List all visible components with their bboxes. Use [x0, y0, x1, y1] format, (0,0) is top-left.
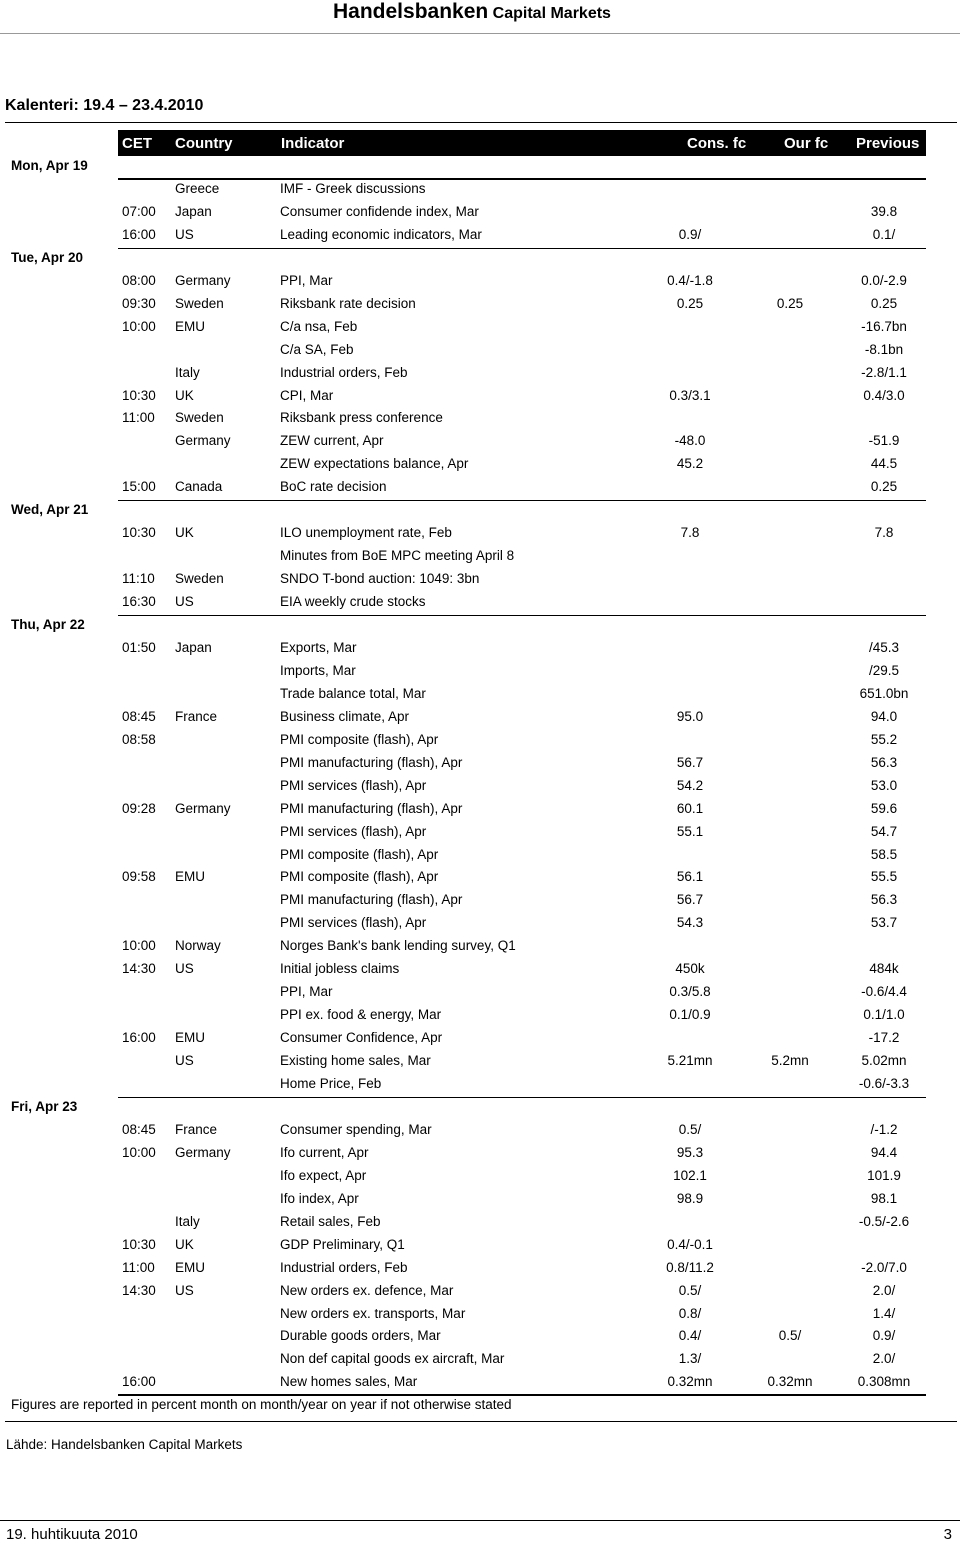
brand-name: Handelsbanken — [333, 0, 489, 23]
previous-cell: 0.25 — [870, 296, 898, 311]
previous-cell: 55.2 — [870, 732, 898, 747]
table-row — [0, 181, 960, 199]
table-row — [0, 1306, 960, 1324]
day-label: Tue, Apr 20 — [11, 250, 84, 265]
cons-fc-cell: 56.7 — [676, 892, 704, 907]
header-our-fc: Our fc — [784, 135, 829, 152]
table-row — [0, 755, 960, 773]
indicator-cell: Retail sales, Feb — [280, 1214, 381, 1229]
indicator-cell: ZEW current, Apr — [280, 433, 384, 448]
indicator-cell: PMI manufacturing (flash), Apr — [280, 801, 463, 816]
previous-cell: 0.0/-2.9 — [861, 273, 907, 288]
time-cell: 15:00 — [122, 479, 156, 494]
indicator-cell: CPI, Mar — [280, 388, 334, 403]
cons-fc-cell: 60.1 — [676, 801, 704, 816]
previous-cell: 7.8 — [874, 525, 894, 540]
time-cell: 10:30 — [122, 525, 156, 540]
table-row — [0, 365, 960, 383]
previous-cell: -0.6/-3.3 — [858, 1076, 910, 1091]
cons-fc-cell: 0.5/ — [678, 1283, 702, 1298]
indicator-cell: Riksbank press conference — [280, 410, 443, 425]
previous-cell: 1.4/ — [872, 1306, 896, 1321]
time-cell: 08:45 — [122, 709, 156, 724]
time-cell: 10:00 — [122, 319, 156, 334]
indicator-cell: ILO unemployment rate, Feb — [280, 525, 452, 540]
table-row — [0, 709, 960, 727]
time-cell: 11:00 — [122, 410, 155, 425]
cons-fc-cell: 102.1 — [673, 1168, 707, 1183]
country-cell: Norway — [175, 938, 221, 953]
country-cell: EMU — [175, 1260, 205, 1275]
cons-fc-cell: 0.1/0.9 — [669, 1007, 711, 1022]
our-fc-cell: 0.5/ — [778, 1328, 802, 1343]
country-cell: Italy — [175, 1214, 200, 1229]
time-cell: 10:00 — [122, 938, 156, 953]
day-label: Wed, Apr 21 — [11, 502, 89, 517]
cons-fc-cell: 0.32mn — [667, 1374, 713, 1389]
cons-fc-cell: 5.21mn — [667, 1053, 713, 1068]
table-row — [0, 640, 960, 658]
table-row — [0, 296, 960, 314]
previous-cell: 98.1 — [870, 1191, 898, 1206]
time-cell: 11:10 — [122, 571, 155, 586]
time-cell: 10:00 — [122, 1145, 156, 1160]
indicator-cell: BoC rate decision — [280, 479, 387, 494]
indicator-cell: Existing home sales, Mar — [280, 1053, 431, 1068]
table-row — [0, 456, 960, 474]
indicator-cell: Ifo current, Apr — [280, 1145, 369, 1160]
time-cell: 10:30 — [122, 1237, 156, 1252]
table-row — [0, 1283, 960, 1301]
previous-cell: 53.0 — [870, 778, 898, 793]
indicator-cell: PPI, Mar — [280, 273, 333, 288]
indicator-cell: Home Price, Feb — [280, 1076, 382, 1091]
country-cell: Sweden — [175, 410, 224, 425]
page-number: 3 — [943, 1526, 952, 1543]
indicator-cell: Durable goods orders, Mar — [280, 1328, 441, 1343]
table-row — [0, 961, 960, 979]
indicator-cell: Norges Bank's bank lending survey, Q1 — [280, 938, 516, 953]
header-previous: Previous — [856, 135, 920, 152]
previous-cell: 101.9 — [867, 1168, 901, 1183]
table-row — [0, 801, 960, 819]
indicator-cell: PMI manufacturing (flash), Apr — [280, 755, 463, 770]
calendar-title: Kalenteri: 19.4 – 23.4.2010 — [5, 97, 204, 114]
source-note: Lähde: Handelsbanken Capital Markets — [6, 1437, 243, 1452]
table-row — [0, 1145, 960, 1163]
indicator-cell: New orders ex. defence, Mar — [280, 1283, 454, 1298]
day-row — [0, 617, 960, 635]
brand-logo — [333, 0, 611, 26]
previous-cell: 2.0/ — [872, 1283, 896, 1298]
table-row — [0, 1030, 960, 1048]
previous-cell: -0.5/-2.6 — [858, 1214, 910, 1229]
country-cell: EMU — [175, 1030, 205, 1045]
previous-cell: -16.7bn — [861, 319, 907, 334]
day-row — [0, 502, 960, 520]
previous-cell: 94.0 — [870, 709, 898, 724]
indicator-cell: Ifo expect, Apr — [280, 1168, 367, 1183]
day-label: Thu, Apr 22 — [11, 617, 85, 632]
table-row — [0, 571, 960, 589]
footer-date: 19. huhtikuuta 2010 — [6, 1526, 138, 1543]
table-row — [0, 1328, 960, 1346]
indicator-cell: PMI composite (flash), Apr — [280, 732, 439, 747]
title-divider — [5, 122, 957, 123]
previous-cell: 55.5 — [870, 869, 898, 884]
table-row — [0, 778, 960, 796]
day-row — [0, 250, 960, 268]
previous-cell: 39.8 — [870, 204, 898, 219]
header-cons-fc: Cons. fc — [687, 135, 747, 152]
previous-cell: 54.7 — [870, 824, 898, 839]
previous-cell: -8.1bn — [864, 342, 904, 357]
table-row — [0, 1351, 960, 1369]
previous-cell: -17.2 — [868, 1030, 900, 1045]
day-separator — [118, 248, 926, 249]
table-row — [0, 204, 960, 222]
table-row — [0, 892, 960, 910]
cons-fc-cell: 0.4/-0.1 — [667, 1237, 713, 1252]
table-row — [0, 433, 960, 451]
previous-cell: 58.5 — [870, 847, 898, 862]
cons-fc-cell: 0.25 — [676, 296, 704, 311]
country-cell: US — [175, 1283, 194, 1298]
cons-fc-cell: 56.7 — [676, 755, 704, 770]
cons-fc-cell: 0.8/ — [678, 1306, 702, 1321]
time-cell: 16:00 — [122, 1374, 156, 1389]
header-country: Country — [175, 135, 233, 152]
country-cell: EMU — [175, 869, 205, 884]
indicator-cell: Industrial orders, Feb — [280, 1260, 408, 1275]
previous-cell: -51.9 — [868, 433, 900, 448]
country-cell: UK — [175, 525, 194, 540]
table-row — [0, 663, 960, 681]
previous-cell: -2.8/1.1 — [861, 365, 907, 380]
header-rule — [118, 178, 926, 180]
table-row — [0, 548, 960, 566]
previous-cell: 5.02mn — [861, 1053, 907, 1068]
indicator-cell: Riksbank rate decision — [280, 296, 416, 311]
cons-fc-cell: 0.4/ — [678, 1328, 702, 1343]
footnote: Figures are reported in percent month on month/year on year if not otherwise stated — [11, 1397, 512, 1412]
table-row — [0, 1053, 960, 1071]
table-row — [0, 938, 960, 956]
cons-fc-cell: 54.2 — [676, 778, 704, 793]
table-row — [0, 1214, 960, 1232]
time-cell: 09:28 — [122, 801, 156, 816]
table-row — [0, 525, 960, 543]
previous-cell: 0.1/1.0 — [863, 1007, 905, 1022]
our-fc-cell: 5.2mn — [771, 1053, 809, 1068]
country-cell: EMU — [175, 319, 205, 334]
time-cell: 14:30 — [122, 961, 156, 976]
previous-cell: 0.308mn — [857, 1374, 911, 1389]
country-cell: Sweden — [175, 571, 224, 586]
indicator-cell: IMF - Greek discussions — [280, 181, 426, 196]
indicator-cell: Imports, Mar — [280, 663, 356, 678]
country-cell: UK — [175, 1237, 194, 1252]
indicator-cell: PMI services (flash), Apr — [280, 778, 427, 793]
table-row — [0, 388, 960, 406]
table-row — [0, 1007, 960, 1025]
country-cell: Japan — [175, 204, 212, 219]
table-row — [0, 1191, 960, 1209]
time-cell: 07:00 — [122, 204, 156, 219]
country-cell: Greece — [175, 181, 220, 196]
table-row — [0, 342, 960, 360]
indicator-cell: SNDO T-bond auction: 1049: 3bn — [280, 571, 480, 586]
cons-fc-cell: 0.9/ — [678, 227, 702, 242]
previous-cell: 94.4 — [870, 1145, 898, 1160]
previous-cell: 0.4/3.0 — [863, 388, 905, 403]
time-cell: 10:30 — [122, 388, 156, 403]
table-row — [0, 410, 960, 428]
country-cell: Canada — [175, 479, 223, 494]
cons-fc-cell: 0.3/5.8 — [669, 984, 711, 999]
previous-cell: /29.5 — [868, 663, 900, 678]
previous-cell: 56.3 — [870, 892, 898, 907]
cons-fc-cell: 450k — [675, 961, 705, 976]
indicator-cell: PPI ex. food & energy, Mar — [280, 1007, 442, 1022]
country-cell: Germany — [175, 1145, 231, 1160]
country-cell: US — [175, 594, 194, 609]
previous-cell: -2.0/7.0 — [861, 1260, 907, 1275]
cons-fc-cell: 55.1 — [676, 824, 704, 839]
table-row — [0, 1122, 960, 1140]
table-row — [0, 1237, 960, 1255]
indicator-cell: ZEW expectations balance, Apr — [280, 456, 469, 471]
our-fc-cell: 0.32mn — [767, 1374, 813, 1389]
indicator-cell: Leading economic indicators, Mar — [280, 227, 482, 242]
previous-cell: 56.3 — [870, 755, 898, 770]
indicator-cell: GDP Preliminary, Q1 — [280, 1237, 405, 1252]
table-row — [0, 732, 960, 750]
cons-fc-cell: 0.5/ — [678, 1122, 702, 1137]
previous-cell: 0.25 — [870, 479, 898, 494]
header-cet: CET — [122, 135, 152, 152]
country-cell: US — [175, 961, 194, 976]
time-cell: 11:00 — [122, 1260, 155, 1275]
cons-fc-cell: 1.3/ — [678, 1351, 702, 1366]
cons-fc-cell: 7.8 — [680, 525, 700, 540]
header-indicator: Indicator — [281, 135, 345, 152]
footer-divider — [0, 1520, 960, 1521]
indicator-cell: Consumer spending, Mar — [280, 1122, 432, 1137]
time-cell: 16:30 — [122, 594, 156, 609]
day-label: Fri, Apr 23 — [11, 1099, 78, 1114]
country-cell: France — [175, 709, 218, 724]
indicator-cell: Ifo index, Apr — [280, 1191, 359, 1206]
country-cell: Sweden — [175, 296, 224, 311]
table-row — [0, 1260, 960, 1278]
table-row — [0, 824, 960, 842]
table-row — [0, 227, 960, 245]
table-row — [0, 686, 960, 704]
previous-cell: 651.0bn — [859, 686, 909, 701]
previous-cell: 2.0/ — [872, 1351, 896, 1366]
time-cell: 16:00 — [122, 1030, 156, 1045]
time-cell: 08:00 — [122, 273, 156, 288]
table-row — [0, 915, 960, 933]
country-cell: Germany — [175, 801, 231, 816]
table-row — [0, 319, 960, 337]
table-row — [0, 1076, 960, 1094]
previous-cell: 484k — [869, 961, 899, 976]
day-row — [0, 158, 960, 176]
cons-fc-cell: 0.4/-1.8 — [667, 273, 713, 288]
day-row — [0, 1099, 960, 1117]
indicator-cell: Exports, Mar — [280, 640, 357, 655]
our-fc-cell: 0.25 — [776, 296, 804, 311]
time-cell: 16:00 — [122, 227, 156, 242]
cons-fc-cell: 45.2 — [676, 456, 704, 471]
indicator-cell: PPI, Mar — [280, 984, 333, 999]
time-cell: 08:58 — [122, 732, 156, 747]
indicator-cell: Non def capital goods ex aircraft, Mar — [280, 1351, 505, 1366]
header-divider — [0, 33, 960, 34]
indicator-cell: PMI manufacturing (flash), Apr — [280, 892, 463, 907]
table-row — [0, 847, 960, 865]
table-end-rule — [118, 1394, 926, 1396]
country-cell: UK — [175, 388, 194, 403]
cons-fc-cell: -48.0 — [674, 433, 706, 448]
table-row — [0, 594, 960, 612]
country-cell: Germany — [175, 273, 231, 288]
previous-cell: /45.3 — [868, 640, 900, 655]
previous-cell: 59.6 — [870, 801, 898, 816]
indicator-cell: New orders ex. transports, Mar — [280, 1306, 466, 1321]
cons-fc-cell: 95.0 — [676, 709, 704, 724]
day-label: Mon, Apr 19 — [11, 158, 88, 173]
indicator-cell: Initial jobless claims — [280, 961, 400, 976]
brand-suffix: Capital Markets — [492, 5, 611, 22]
indicator-cell: C/a SA, Feb — [280, 342, 354, 357]
previous-cell: -0.6/4.4 — [861, 984, 907, 999]
indicator-cell: PMI composite (flash), Apr — [280, 869, 439, 884]
day-separator — [118, 1097, 926, 1098]
day-separator — [118, 615, 926, 616]
indicator-cell: New homes sales, Mar — [280, 1374, 418, 1389]
table-row — [0, 869, 960, 887]
country-cell: US — [175, 1053, 194, 1068]
day-separator — [118, 500, 926, 501]
previous-cell: /-1.2 — [870, 1122, 898, 1137]
time-cell: 01:50 — [122, 640, 156, 655]
country-cell: Italy — [175, 365, 200, 380]
cons-fc-cell: 98.9 — [676, 1191, 704, 1206]
table-row — [0, 984, 960, 1002]
previous-cell: 0.9/ — [872, 1328, 896, 1343]
indicator-cell: EIA weekly crude stocks — [280, 594, 426, 609]
previous-cell: 53.7 — [870, 915, 898, 930]
country-cell: US — [175, 227, 194, 242]
table-header — [118, 130, 926, 156]
indicator-cell: PMI composite (flash), Apr — [280, 847, 439, 862]
time-cell: 08:45 — [122, 1122, 156, 1137]
cons-fc-cell: 56.1 — [676, 869, 704, 884]
indicator-cell: PMI services (flash), Apr — [280, 824, 427, 839]
indicator-cell: C/a nsa, Feb — [280, 319, 358, 334]
indicator-cell: Consumer Confidence, Apr — [280, 1030, 443, 1045]
cons-fc-cell: 54.3 — [676, 915, 704, 930]
cons-fc-cell: 0.3/3.1 — [669, 388, 711, 403]
indicator-cell: Trade balance total, Mar — [280, 686, 426, 701]
indicator-cell: Industrial orders, Feb — [280, 365, 408, 380]
indicator-cell: Consumer confidende index, Mar — [280, 204, 479, 219]
table-row — [0, 1374, 960, 1392]
indicator-cell: Business climate, Apr — [280, 709, 410, 724]
indicator-cell: PMI services (flash), Apr — [280, 915, 427, 930]
previous-cell: 0.1/ — [872, 227, 896, 242]
table-row — [0, 273, 960, 291]
time-cell: 09:30 — [122, 296, 156, 311]
indicator-cell: Minutes from BoE MPC meeting April 8 — [280, 548, 515, 563]
table-row — [0, 479, 960, 497]
time-cell: 09:58 — [122, 869, 156, 884]
table-row — [0, 1168, 960, 1186]
cons-fc-cell: 95.3 — [676, 1145, 704, 1160]
previous-cell: 44.5 — [870, 456, 898, 471]
country-cell: Japan — [175, 640, 212, 655]
time-cell: 14:30 — [122, 1283, 156, 1298]
cons-fc-cell: 0.8/11.2 — [666, 1260, 714, 1275]
country-cell: France — [175, 1122, 218, 1137]
country-cell: Germany — [175, 433, 231, 448]
